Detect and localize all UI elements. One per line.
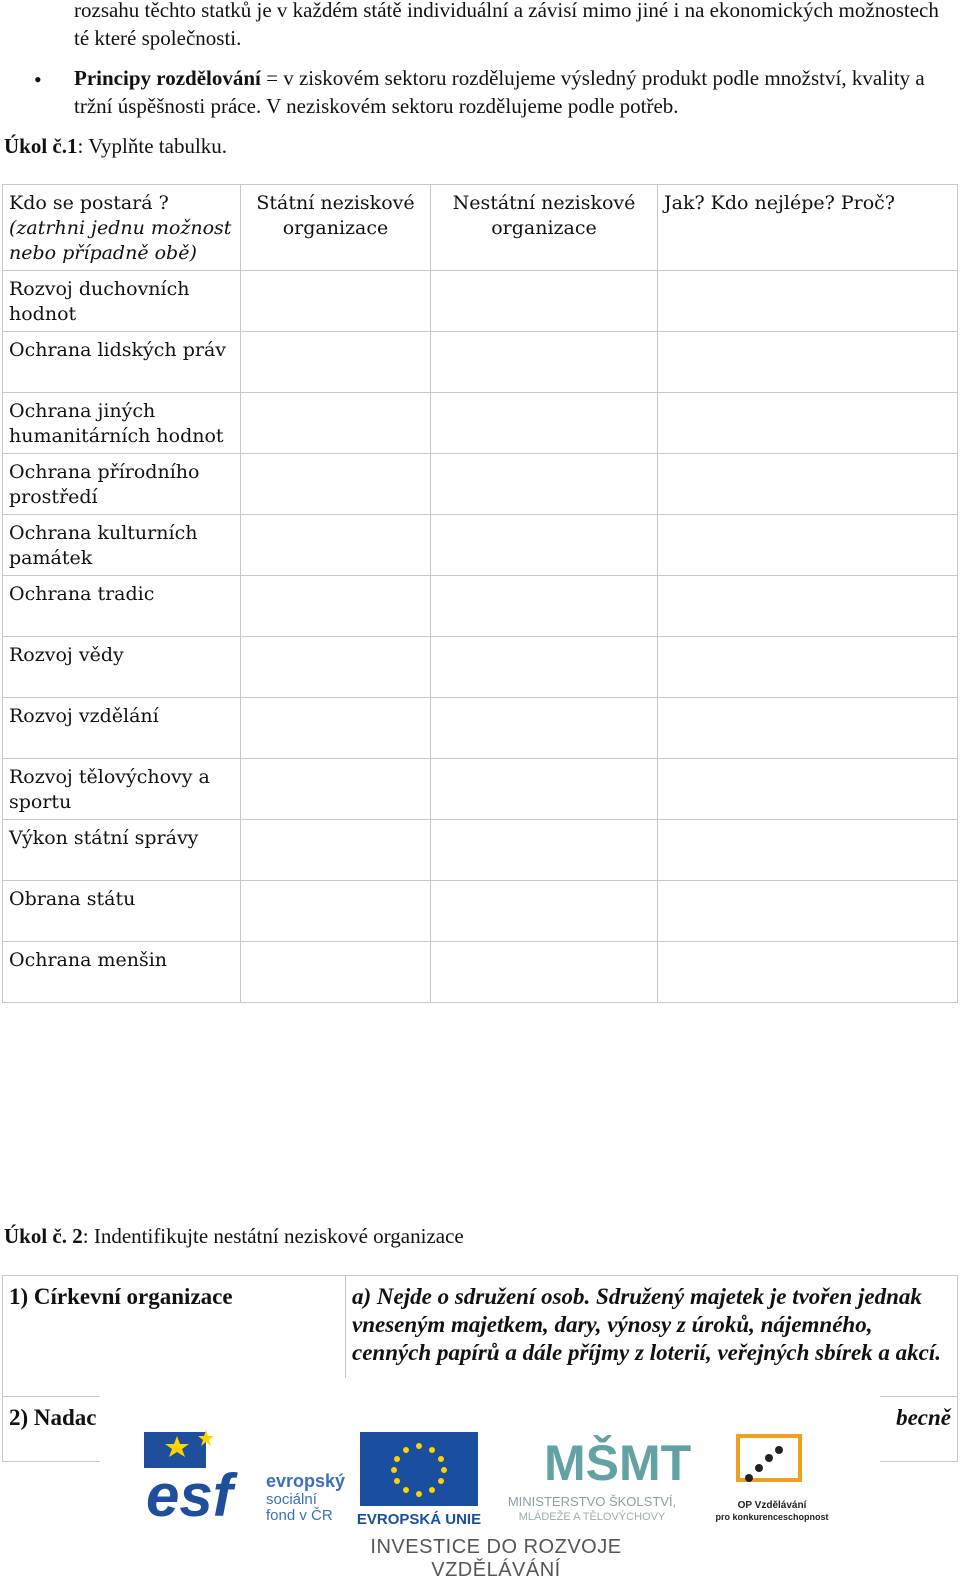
how-cell[interactable] <box>658 759 958 820</box>
task1-table <box>2 184 958 1003</box>
principles-bullet <box>74 64 958 120</box>
nonstate-cell[interactable] <box>431 942 658 1003</box>
logos-strip <box>144 1430 844 1530</box>
nonstate-cell[interactable] <box>431 698 658 759</box>
state-cell[interactable] <box>241 393 431 454</box>
how-cell[interactable] <box>658 271 958 332</box>
row-label: Ochrana lidských práv <box>3 332 241 393</box>
intro-paragraph: rozsahu těchto statků je v každém státě individuální a závisí mimo jiné i na ekonomických možnostech té které společnosti. <box>74 0 939 50</box>
org-type-cell: 2) Nadac <box>3 1397 346 1462</box>
table-row <box>3 454 958 515</box>
header-state-ngo: Státní neziskové organizace <box>241 185 431 271</box>
row-label: Ochrana tradic <box>3 576 241 637</box>
svg-text:esf: esf <box>146 1462 233 1529</box>
row-label: Ochrana jiných humanitárních hodnot <box>3 393 241 454</box>
state-cell[interactable] <box>241 881 431 942</box>
org-description-cell: becně <box>346 1397 958 1462</box>
svg-text:sociální: sociální <box>266 1491 317 1508</box>
how-cell[interactable] <box>658 820 958 881</box>
how-cell[interactable] <box>658 637 958 698</box>
esf-logo <box>144 1430 345 1529</box>
nonstate-cell[interactable] <box>431 271 658 332</box>
row-label: Ochrana kulturních památek <box>3 515 241 576</box>
state-cell[interactable] <box>241 576 431 637</box>
bullet-icon: • <box>34 67 42 92</box>
how-cell[interactable] <box>658 454 958 515</box>
table-row <box>3 393 958 454</box>
nonstate-cell[interactable] <box>431 393 658 454</box>
how-cell[interactable] <box>658 332 958 393</box>
nonstate-cell[interactable] <box>431 637 658 698</box>
how-cell[interactable] <box>658 515 958 576</box>
state-cell[interactable] <box>241 271 431 332</box>
header-how: Jak? Kdo nejlépe? Proč? <box>658 185 958 271</box>
nonstate-cell[interactable] <box>431 515 658 576</box>
table-row <box>3 332 958 393</box>
header-nonstate-ngo: Nestátní neziskové organizace <box>431 185 658 271</box>
principles-term: Principy rozdělování <box>74 66 261 90</box>
task1-heading: Úkol č.1: Vyplňte tabulku. <box>4 134 228 158</box>
row-label: Obrana státu <box>3 881 241 942</box>
task2-heading: Úkol č. 2: Indentifikujte nestátní neziskové organizace <box>4 1224 464 1248</box>
how-cell[interactable] <box>658 576 958 637</box>
svg-text:MŠMT: MŠMT <box>544 1435 692 1491</box>
nonstate-cell[interactable] <box>431 881 658 942</box>
state-cell[interactable] <box>241 820 431 881</box>
table-row <box>3 515 958 576</box>
table-row <box>3 942 958 1003</box>
how-cell[interactable] <box>658 942 958 1003</box>
table-row <box>3 637 958 698</box>
row-label: Výkon státní správy <box>3 820 241 881</box>
state-cell[interactable] <box>241 515 431 576</box>
svg-text:EVROPSKÁ UNIE: EVROPSKÁ UNIE <box>356 1511 482 1528</box>
table-row <box>3 820 958 881</box>
msmt-logo <box>508 1434 691 1523</box>
op-logo <box>715 1436 828 1522</box>
nonstate-cell[interactable] <box>431 759 658 820</box>
row-label: Ochrana přírodního prostředí <box>3 454 241 515</box>
principles-text: = v ziskovém sektoru rozdělujeme výsledný produkt podle množství, kvality a tržní úspěšnosti práce. V neziskovém sektoru rozdělujeme podle potřeb. <box>74 66 925 118</box>
state-cell[interactable] <box>241 759 431 820</box>
how-cell[interactable] <box>658 393 958 454</box>
svg-text:pro konkurenceschopnost: pro konkurenceschopnost <box>715 1512 829 1522</box>
nonstate-cell[interactable] <box>431 820 658 881</box>
org-description-cell: a) Nejde o sdružení osob. Sdružený majetek je tvořen jednak vneseným majetkem, dary, výnosy z úroků, nájemného, cenných papírů a dále příjmy z loterií, veřejných sbírek a akcí. <box>346 1276 958 1397</box>
svg-text:MLÁDEŽE A TĚLOVÝCHOVY: MLÁDEŽE A TĚLOVÝCHOVY <box>518 1511 666 1523</box>
row-label: Rozvoj duchovních hodnot <box>3 271 241 332</box>
footer-caption: INVESTICE DO ROZVOJE VZDĚLÁVÁNÍ <box>370 1536 622 1581</box>
table-row <box>3 271 958 332</box>
table-row <box>3 759 958 820</box>
eu-flag-logo <box>357 1432 481 1528</box>
how-cell[interactable] <box>658 698 958 759</box>
svg-text:MINISTERSTVO ŠKOLSTVÍ,: MINISTERSTVO ŠKOLSTVÍ, <box>507 1494 677 1509</box>
state-cell[interactable] <box>241 942 431 1003</box>
nonstate-cell[interactable] <box>431 576 658 637</box>
svg-text:OP Vzdělávání: OP Vzdělávání <box>737 1500 807 1511</box>
state-cell[interactable] <box>241 454 431 515</box>
funding-logo-footer <box>100 1378 880 1581</box>
table-row <box>3 881 958 942</box>
svg-text:fond v ČR: fond v ČR <box>266 1507 333 1524</box>
org-type-cell: 1) Církevní organizace <box>3 1276 346 1397</box>
nonstate-cell[interactable] <box>431 454 658 515</box>
how-cell[interactable] <box>658 881 958 942</box>
state-cell[interactable] <box>241 698 431 759</box>
table-row <box>3 698 958 759</box>
nonstate-cell[interactable] <box>431 332 658 393</box>
row-label: Rozvoj vzdělání <box>3 698 241 759</box>
header-who: Kdo se postará ? (zatrhni jednu možnost nebo případně obě) <box>3 185 241 271</box>
state-cell[interactable] <box>241 332 431 393</box>
svg-text:evropský: evropský <box>266 1471 346 1491</box>
row-label: Rozvoj tělovýchovy a sportu <box>3 759 241 820</box>
row-label: Rozvoj vědy <box>3 637 241 698</box>
table-row <box>3 576 958 637</box>
row-label: Ochrana menšin <box>3 942 241 1003</box>
task1-header-row <box>3 185 958 271</box>
state-cell[interactable] <box>241 637 431 698</box>
